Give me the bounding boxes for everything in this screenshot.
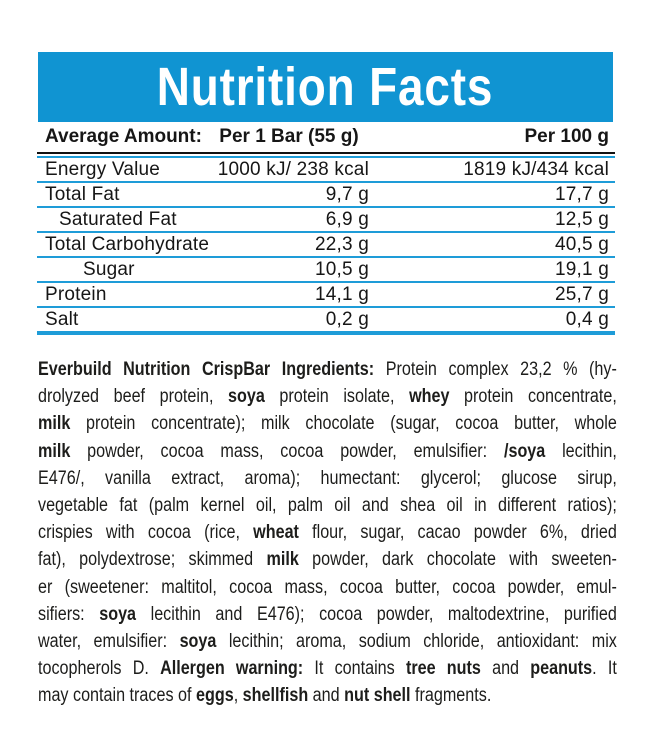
table-row — [37, 258, 615, 283]
ingredients-line: vegetable fat (palm kernel oil, palm oil and shea oil in different ratios); — [38, 495, 617, 517]
row-label: Saturated Fat — [59, 208, 177, 230]
table-row — [37, 183, 615, 208]
nutrition-table-body — [37, 158, 615, 335]
ingredients-line: er (sweetener: maltitol, cocoa mass, cocoa butter, cocoa powder, emul- — [38, 576, 617, 598]
row-value-per-100g: 12,5 g — [554, 208, 609, 230]
row-value-per-bar: 9,7 g — [325, 183, 369, 205]
row-value-per-bar: 0,2 g — [325, 308, 369, 330]
ingredients-line: drolyzed beef protein, soya protein isolate, whey protein concentrate, — [38, 386, 617, 408]
ingredients-line: fat), polydextrose; skimmed milk powder, dark chocolate with sweeten- — [38, 549, 617, 571]
table-row — [37, 233, 615, 258]
column-header-per-bar: Per 1 Bar (55 g) — [219, 126, 359, 147]
row-value-per-bar: 6,9 g — [325, 208, 369, 230]
row-value-per-100g: 0,4 g — [565, 308, 609, 330]
row-value-per-bar: 1000 kJ/ 238 kcal — [217, 158, 369, 180]
column-header-average-amount: Average Amount: — [45, 126, 202, 147]
row-value-per-bar: 14,1 g — [314, 283, 369, 305]
ingredients-line: E476/, vanilla extract, aroma); humectant: glycerol; glucose sirup, — [38, 467, 617, 489]
row-label: Sugar — [83, 258, 135, 280]
ingredients-line: may contain traces of eggs, shellfish and nut shell fragments. — [38, 685, 492, 707]
page-title: Nutrition Facts — [157, 57, 494, 117]
row-label: Protein — [45, 283, 107, 305]
row-label: Total Fat — [45, 183, 120, 205]
ingredients-line: sifiers: soya lecithin and E476); cocoa powder, maltodextrine, purified — [38, 603, 617, 625]
ingredients-text — [38, 356, 617, 710]
row-value-per-100g: 19,1 g — [554, 258, 609, 280]
row-label: Total Carbohydrate — [45, 233, 210, 255]
row-value-per-100g: 1819 kJ/434 kcal — [463, 158, 609, 180]
row-value-per-100g: 40,5 g — [554, 233, 609, 255]
nutrition-table-header-row — [37, 126, 615, 154]
column-header-per-100g: Per 100 g — [524, 126, 609, 147]
ingredients-line: milk powder, cocoa mass, cocoa powder, emulsifier: /soya lecithin, — [38, 440, 617, 462]
row-value-per-bar: 10,5 g — [314, 258, 369, 280]
table-row — [37, 208, 615, 233]
row-value-per-100g: 25,7 g — [554, 283, 609, 305]
table-row — [37, 308, 615, 335]
nutrition-facts-header-bar — [38, 52, 613, 122]
ingredients-line: tocopherols D. Allergen warning: It contains tree nuts and peanuts. It — [38, 658, 617, 680]
row-label: Energy Value — [45, 158, 161, 180]
ingredients-line: Everbuild Nutrition CrispBar Ingredients: Protein complex 23,2 % (hy- — [38, 359, 617, 380]
ingredients-line: milk protein concentrate); milk chocolate (sugar, cocoa butter, whole — [38, 413, 617, 435]
table-row — [37, 158, 615, 183]
ingredients-line: water, emulsifier: soya lecithin; aroma, sodium chloride, antioxidant: mix — [38, 631, 617, 653]
table-row — [37, 283, 615, 308]
row-value-per-bar: 22,3 g — [314, 233, 369, 255]
row-label: Salt — [45, 308, 79, 330]
row-value-per-100g: 17,7 g — [554, 183, 609, 205]
nutrition-table — [37, 126, 615, 335]
ingredients-line: crispies with cocoa (rice, wheat flour, sugar, cacao powder 6%, dried — [38, 522, 617, 544]
